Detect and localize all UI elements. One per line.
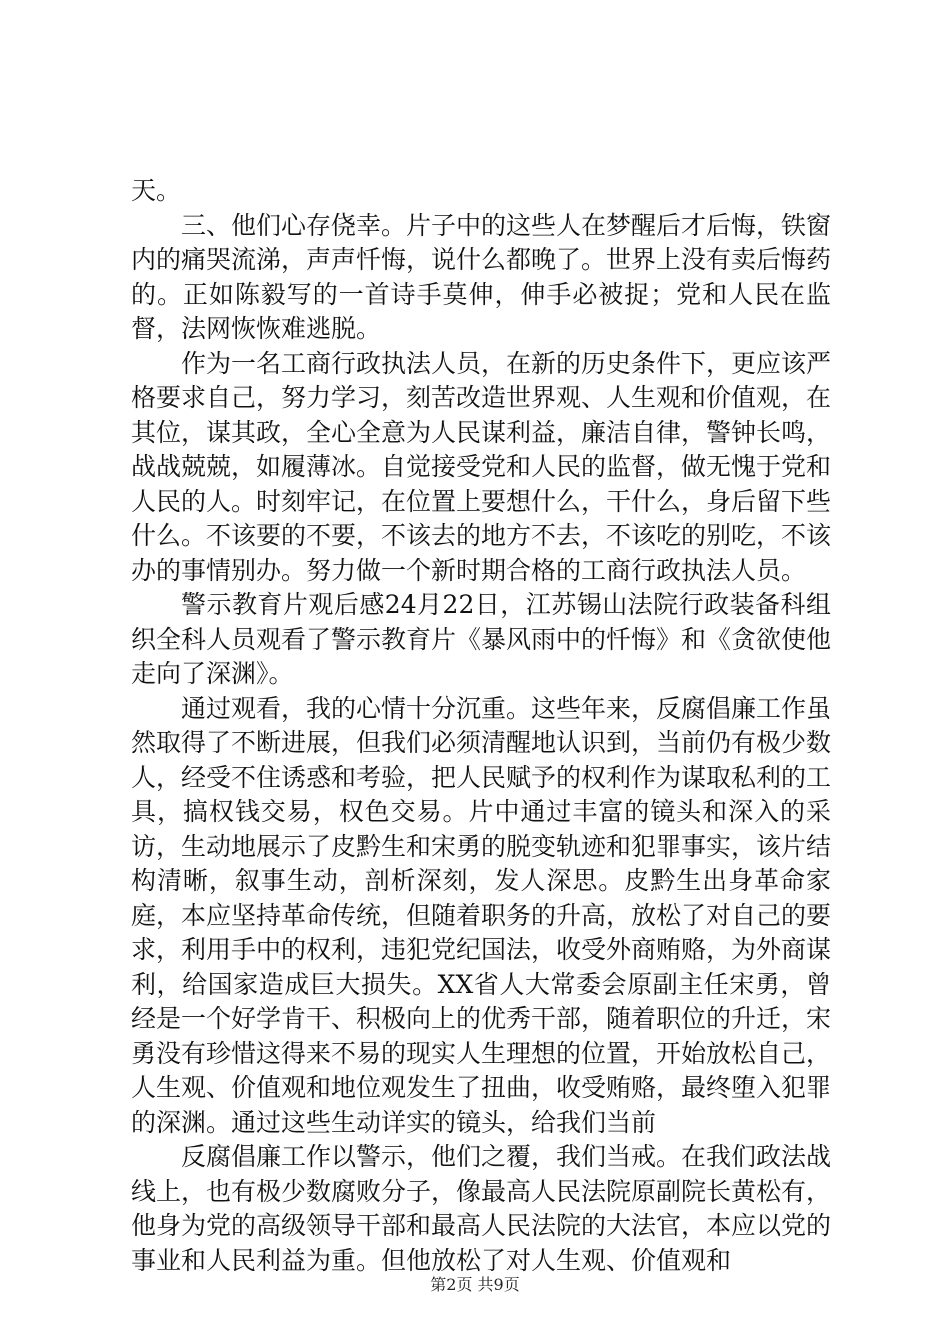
paragraph-2: 三、他们心存侥幸。片子中的这些人在梦醒后才后悔，铁窗内的痛哭流涕，声声忏悔，说什么都晚了。世界上没有卖后悔药的。正如陈毅写的一首诗手莫伸，伸手必被捉；党和人民在监督，法网恢恢难逃脱。	[131, 210, 832, 343]
paragraph-3: 作为一名工商行政执法人员，在新的历史条件下，更应该严格要求自己，努力学习，刻苦改造世界观、人生观和价值观，在其位，谋其政，全心全意为人民谋利益，廉洁自律，警钟长鸣，战战兢兢，如履薄冰。自觉接受党和人民的监督，做无愧于党和人民的人。时刻牢记，在位置上要想什么，干什么，身后留下些什么。不该要的不要，不该去的地方不去，不该吃的别吃，不该办的事情别办。努力做一个新时期合格的工商行政执法人员。	[131, 348, 832, 585]
paragraph-5: 通过观看，我的心情十分沉重。这些年来，反腐倡廉工作虽然取得了不断进展，但我们必须清醒地认识到，当前仍有极少数人，经受不住诱惑和考验，把人民赋予的权利作为谋取私利的工具，搞权钱交易，权色交易。片中通过丰富的镜头和深入的采访，生动地展示了皮黔生和宋勇的脱变轨迹和犯罪事实，该片结构清晰，叙事生动，剖析深刻，发人深思。皮黔生出身革命家庭，本应坚持革命传统，但随着职务的升高，放松了对自己的要求，利用手中的权利，违犯党纪国法，收受外商贿赂，为外商谋利，给国家造成巨大损失。XX省人大常委会原副主任宋勇，曾经是一个好学肯干、积极向上的优秀干部，随着职位的升迁，宋勇没有珍惜这得来不易的现实人生理想的位置，开始放松自己，人生观、价值观和地位观发生了扭曲，收受贿赂，最终堕入犯罪的深渊。通过这些生动详实的镜头，给我们当前	[131, 693, 832, 1137]
paragraph-4: 警示教育片观后感24月22日，江苏锡山法院行政装备科组织全科人员观看了警示教育片《暴风雨中的忏悔》和《贪欲使他走向了深渊》。	[131, 590, 832, 688]
paragraph-1: 天。	[131, 176, 182, 205]
document-body	[131, 174, 831, 1278]
page-footer: 第2页 共9页	[430, 1275, 520, 1294]
paragraph-6: 反腐倡廉工作以警示，他们之覆，我们当戒。在我们政法战线上，也有极少数腐败分子，像最高人民法院原副院长黄松有，他身为党的高级领导干部和最高人民法院的大法官，本应以党的事业和人民利益为重。但他放松了对人生观、价值观和	[131, 1142, 832, 1275]
